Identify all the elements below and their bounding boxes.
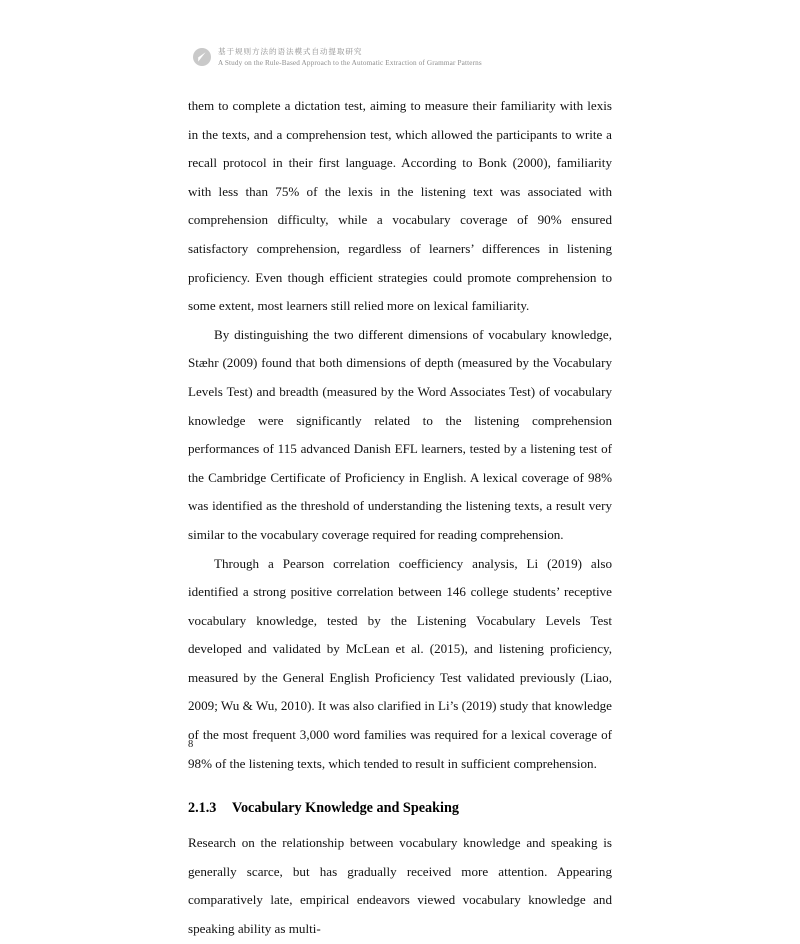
section-heading [188,778,612,829]
header-title-chinese: 基于规则方法的语法模式自动提取研究 [218,47,363,56]
running-header [192,46,612,68]
paragraph: By distinguishing the two different dimensions of vocabulary knowledge, Stæhr (2009) found that both dimensions of depth (measured by the Vocabulary Levels Test) and breadth (measured by the Word Associates Test) of vocabulary knowledge were significantly related to the listening comprehension performances of 115 advanced Danish EFL learners, tested by a listening test of the Cambridge Certificate of Proficiency in English. A lexical coverage of 98% was identified as the threshold of understanding the listening texts, a result very similar to the vocabulary coverage required for reading comprehension. [188,326,612,542]
paragraph: Through a Pearson correlation coefficiency analysis, Li (2019) also identified a strong positive correlation between 146 college students’ receptive vocabulary knowledge, tested by the Listening Vocabulary Levels Test developed and validated by McLean et al. (2015), and listening proficiency, measured by the General English Proficiency Test validated previously (Liao, 2009; Wu & Wu, 2010). It was also clarified in Li’s (2019) study that knowledge of the most frequent 3,000 word families was required for a lexical coverage of 98% of the listening texts, which tended to result in sufficient comprehension. [188,555,612,771]
section-heading-title: Vocabulary Knowledge and Speaking [232,800,459,817]
header-title-english: A Study on the Rule-Based Approach to the Automatic Extraction of Grammar Patterns [218,59,482,67]
paragraph: them to complete a dictation test, aiming to measure their familiarity with lexis in the texts, and a comprehension test, which allowed the participants to write a recall protocol in their first language. According to Bonk (2000), familiarity with less than 75% of the lexis in the listening text was associated with comprehension difficulty, while a vocabulary coverage of 90% ensured satisfactory comprehension, regardless of learners’ differences in listening proficiency. Even though efficient strategies could promote comprehension to some extent, most learners still relied more on lexical familiarity. [188,98,612,314]
header-title-block [218,46,612,68]
body-text-column [188,92,612,944]
paragraph: Research on the relationship between vocabulary knowledge and speaking is generally scarce, but has gradually received more attention. Appearing comparatively late, empirical endeavors viewed vocabulary knowledge and speaking ability as multi- [188,835,612,937]
section-heading-number: 2.1.3 [188,800,217,817]
page-number: 8 [188,739,194,750]
circle-slash-logo-icon [192,47,212,67]
